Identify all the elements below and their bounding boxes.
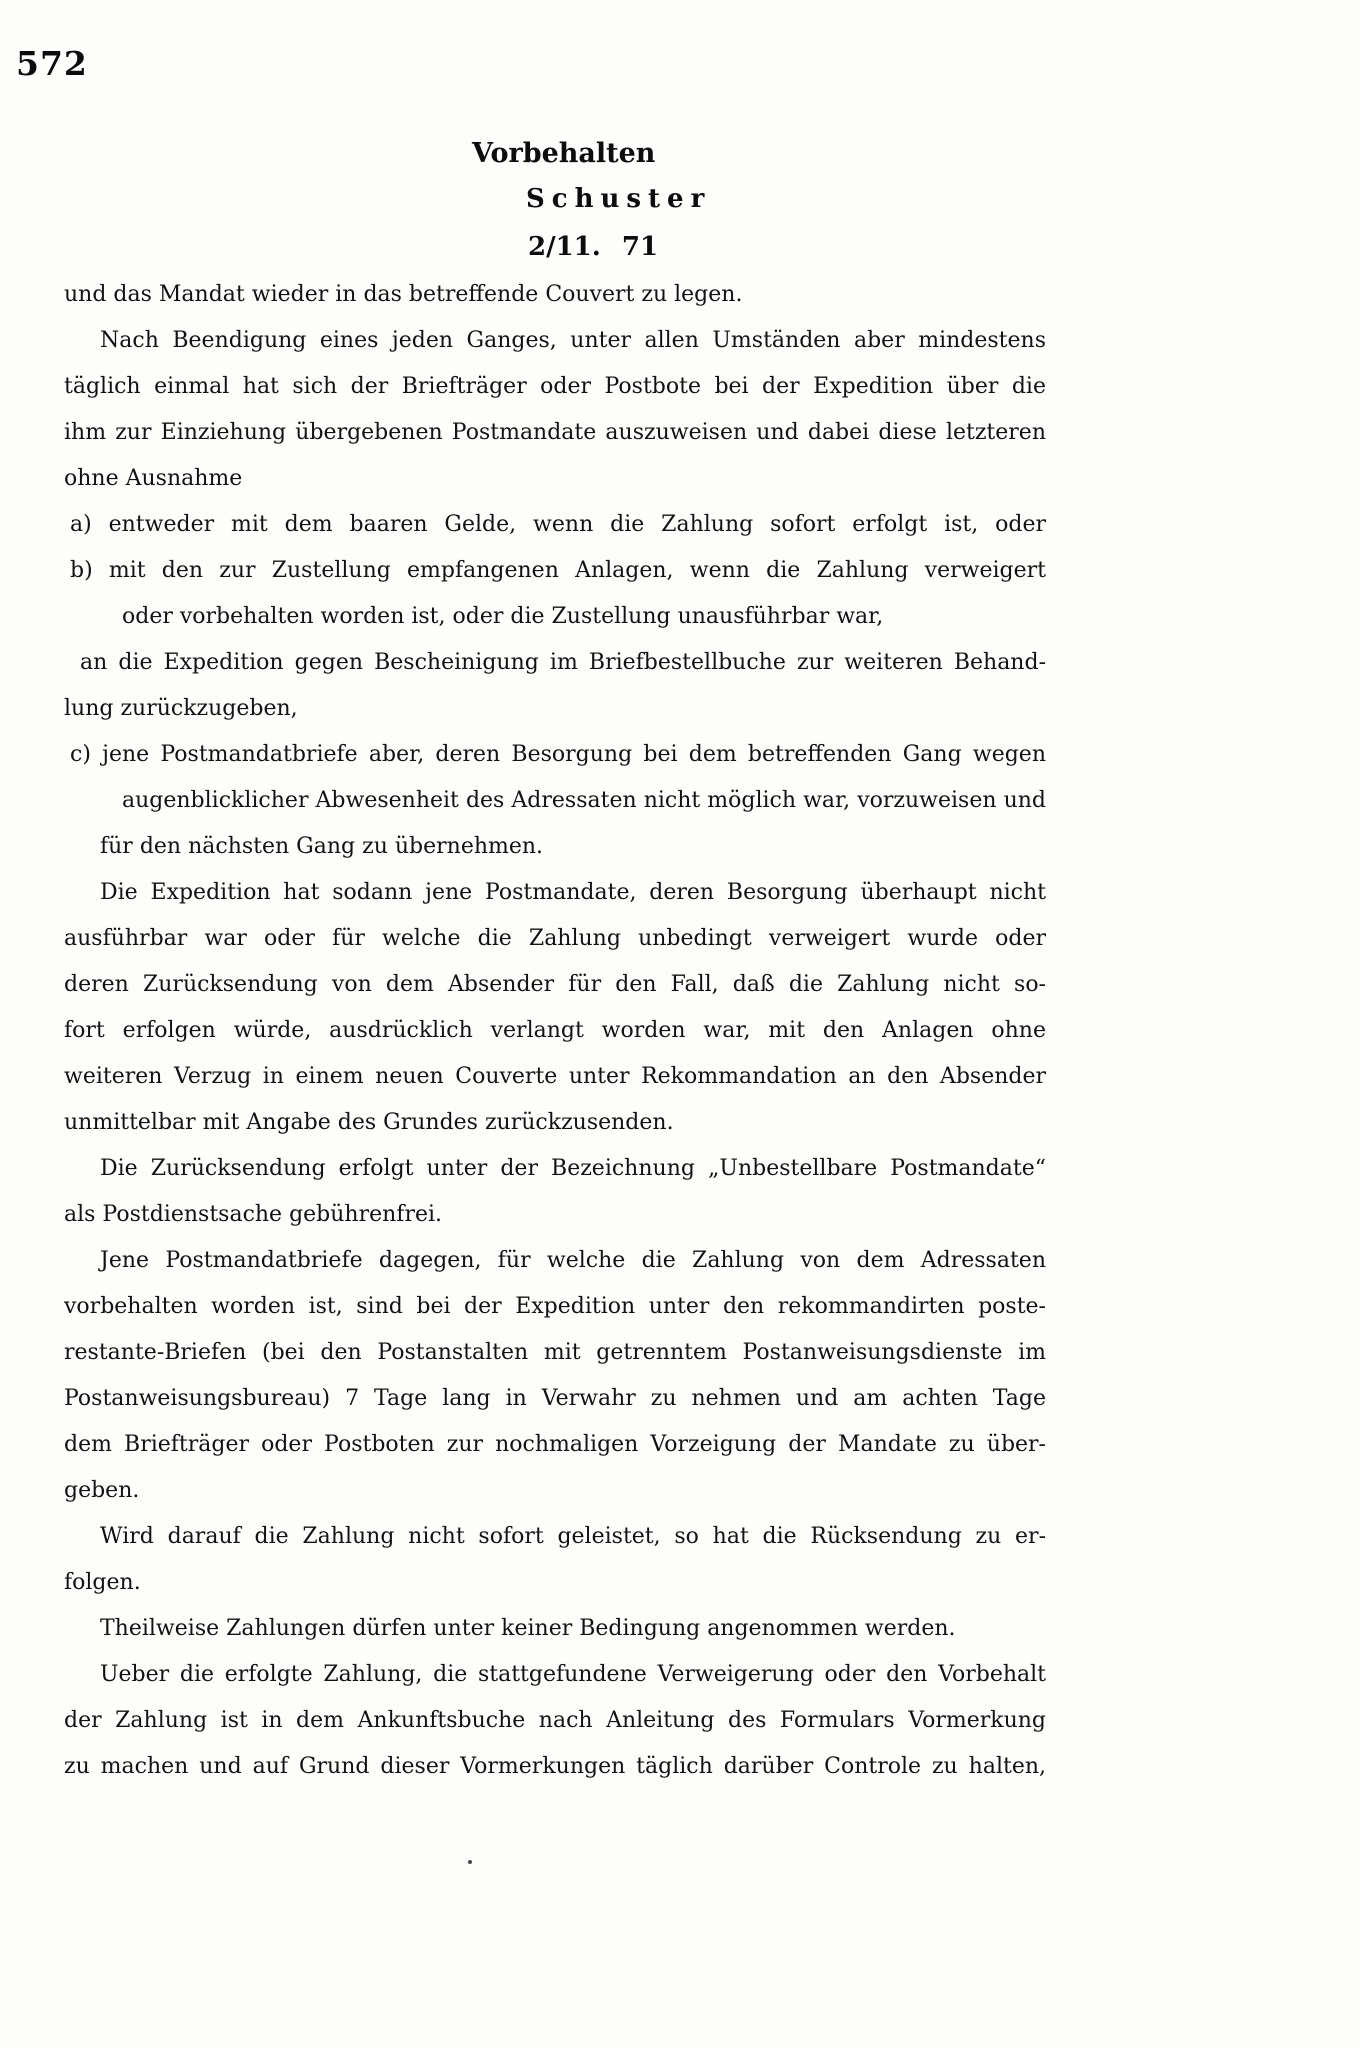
text-line: an die Expedition gegen Bescheinigung im Briefbestellbuche zur weiteren Behand- <box>80 650 1046 675</box>
text-line: augenblicklicher Abwesenheit des Adressaten nicht möglich war, vorzuweisen und <box>122 788 1046 813</box>
text-line: und das Mandat wieder in das betreffende Couvert zu legen. <box>64 282 743 307</box>
text-line: c) jene Postmandatbriefe aber, deren Besorgung bei dem betreffenden Gang wegen <box>70 742 1046 767</box>
text-line: vorbehalten worden ist, sind bei der Expedition unter den rekommandirten poste- <box>64 1294 1046 1319</box>
page-text <box>64 272 1046 1790</box>
text-line: Postanweisungsbureau) 7 Tage lang in Verwahr zu nehmen und am achten Tage <box>64 1386 1046 1411</box>
text-line: Die Expedition hat sodann jene Postmandate, deren Besorgung überhaupt nicht <box>100 880 1046 905</box>
text-line: Ueber die erfolgte Zahlung, die stattgefundene Verweigerung oder den Vorbehalt <box>100 1662 1046 1687</box>
ink-speck <box>468 1860 472 1864</box>
heading-date: 2/11. 71 <box>528 232 659 262</box>
text-line: b) mit den zur Zustellung empfangenen Anlagen, wenn die Zahlung verweigert <box>70 558 1046 583</box>
text-line: ausführbar war oder für welche die Zahlung unbedingt verweigert wurde oder <box>64 926 1046 951</box>
text-line: lung zurückzugeben, <box>64 696 298 721</box>
text-line: oder vorbehalten worden ist, oder die Zustellung unausführbar war, <box>122 604 884 629</box>
text-line: weiteren Verzug in einem neuen Couverte unter Rekommandation an den Absender <box>64 1064 1046 1089</box>
text-line: fort erfolgen würde, ausdrücklich verlangt worden war, mit den Anlagen ohne <box>64 1018 1046 1043</box>
page-number: 572 <box>16 44 88 83</box>
text-line: ihm zur Einziehung übergebenen Postmandate auszuweisen und dabei diese letzteren <box>64 420 1046 445</box>
text-line: zu machen und auf Grund dieser Vormerkungen täglich darüber Controle zu halten, <box>64 1754 1046 1779</box>
heading-signature-name: Schuster <box>526 184 712 214</box>
text-line: deren Zurücksendung von dem Absender für den Fall, daß die Zahlung nicht so- <box>64 972 1046 997</box>
text-line: täglich einmal hat sich der Briefträger oder Postbote bei der Expedition über die <box>64 374 1046 399</box>
text-line: ohne Ausnahme <box>64 466 243 491</box>
text-line: a) entweder mit dem baaren Gelde, wenn die Zahlung sofort erfolgt ist, oder <box>70 512 1046 537</box>
text-line: für den nächsten Gang zu übernehmen. <box>100 834 544 859</box>
heading-keyword: Vorbehalten <box>472 138 656 169</box>
text-line: Wird darauf die Zahlung nicht sofort geleistet, so hat die Rücksendung zu er- <box>100 1524 1046 1549</box>
text-line: unmittelbar mit Angabe des Grundes zurückzusenden. <box>64 1110 674 1135</box>
text-line: Die Zurücksendung erfolgt unter der Bezeichnung „Unbestellbare Postmandate“ <box>100 1156 1046 1181</box>
text-line: Theilweise Zahlungen dürfen unter keiner Bedingung angenommen werden. <box>100 1616 956 1641</box>
text-line: als Postdienstsache gebührenfrei. <box>64 1202 443 1227</box>
text-line: Jene Postmandatbriefe dagegen, für welche die Zahlung von dem Adressaten <box>100 1248 1046 1273</box>
text-line: Nach Beendigung eines jeden Ganges, unter allen Umständen aber mindestens <box>100 328 1046 353</box>
text-line: dem Briefträger oder Postboten zur nochmaligen Vorzeigung der Mandate zu über- <box>64 1432 1046 1457</box>
text-line: folgen. <box>64 1570 141 1595</box>
text-line: der Zahlung ist in dem Ankunftsbuche nach Anleitung des Formulars Vormerkung <box>64 1708 1046 1733</box>
text-line: geben. <box>64 1478 140 1503</box>
text-line: restante-Briefen (bei den Postanstalten mit getrenntem Postanweisungsdienste im <box>64 1340 1046 1365</box>
